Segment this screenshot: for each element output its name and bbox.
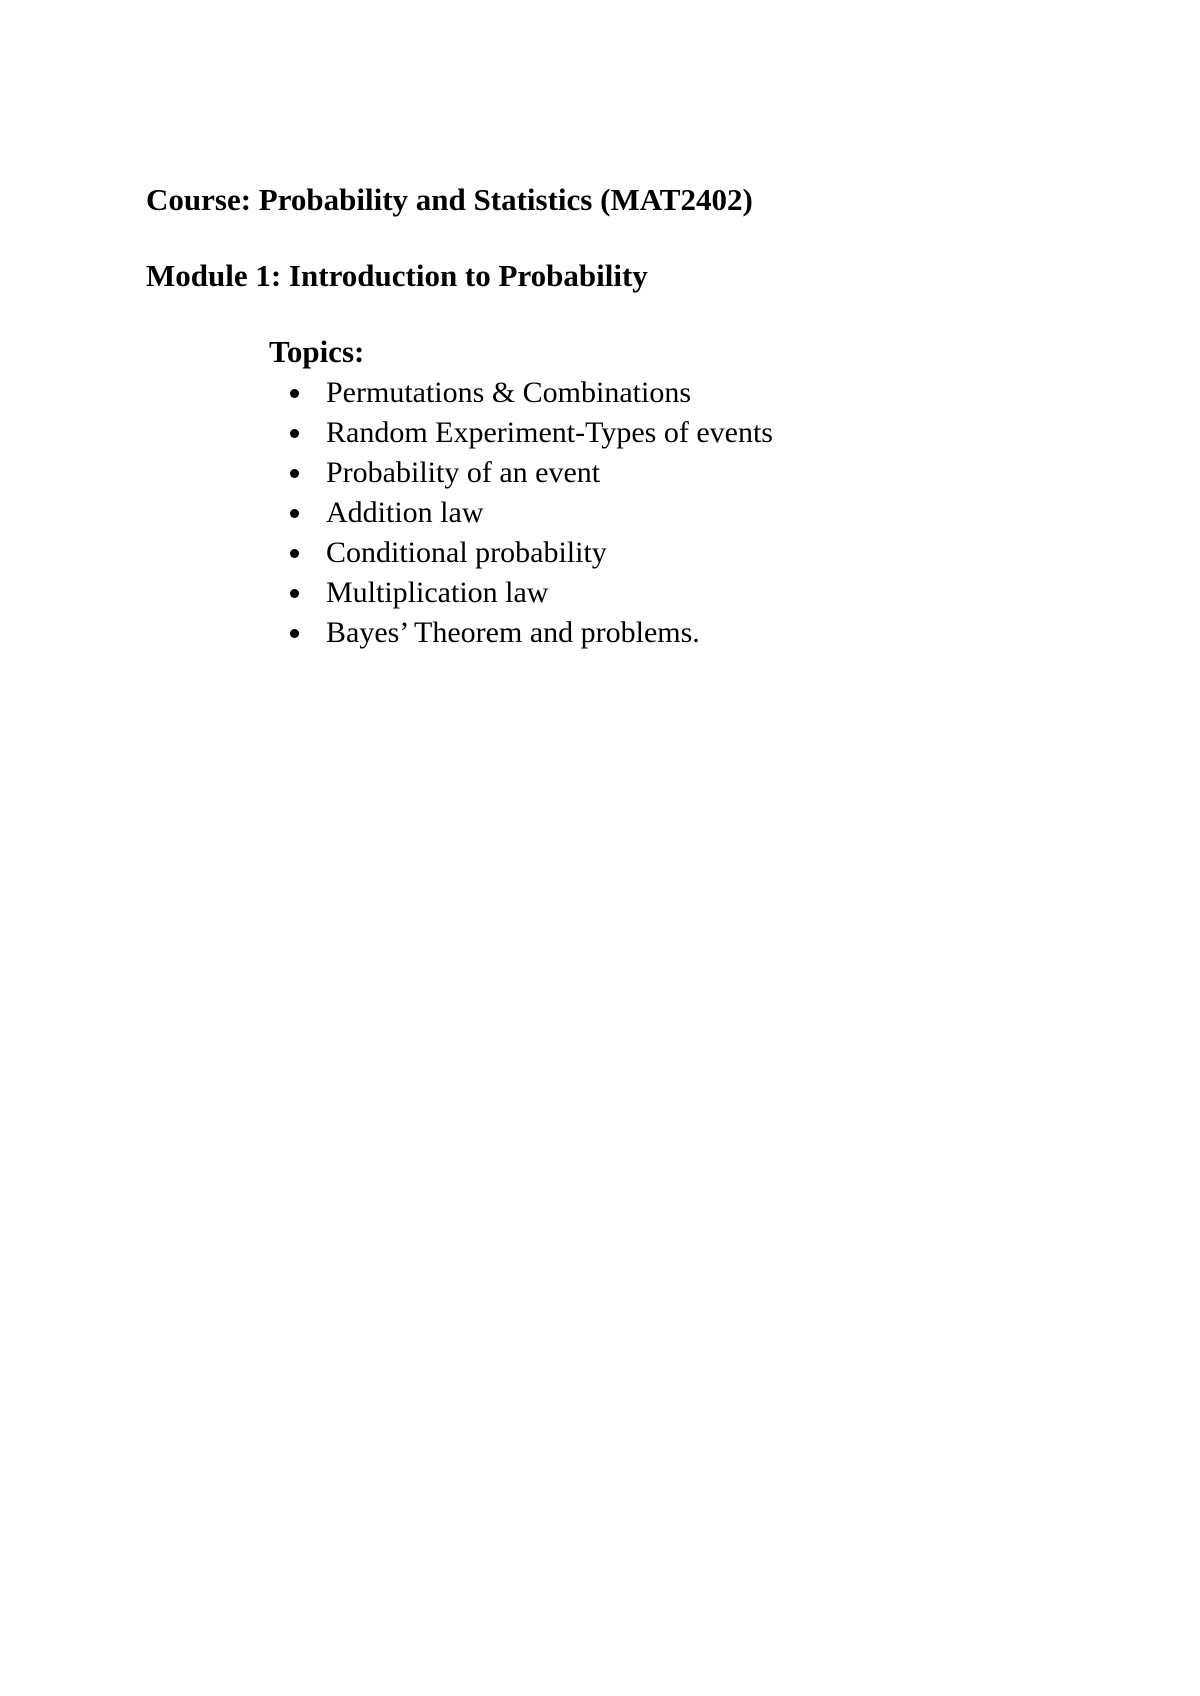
bullet-icon — [290, 549, 299, 558]
topic-text: Random Experiment-Types of events — [326, 416, 773, 449]
module-title: Module 1: Introduction to Probability — [146, 258, 648, 293]
bullet-icon — [290, 509, 299, 518]
bullet-icon — [290, 589, 299, 598]
bullet-icon — [290, 469, 299, 478]
bullet-icon — [290, 429, 299, 438]
topic-text: Addition law — [326, 496, 484, 529]
course-title: Course: Probability and Statistics (MAT2402) — [146, 182, 753, 217]
topic-text: Multiplication law — [326, 576, 549, 609]
bullet-icon — [290, 389, 299, 398]
topics-heading: Topics: — [269, 334, 365, 369]
topic-text: Probability of an event — [326, 456, 601, 489]
topic-text: Conditional probability — [326, 536, 607, 569]
bullet-icon — [290, 629, 299, 638]
topic-text: Permutations & Combinations — [326, 376, 691, 409]
topic-text: Bayes’ Theorem and problems. — [326, 616, 700, 649]
